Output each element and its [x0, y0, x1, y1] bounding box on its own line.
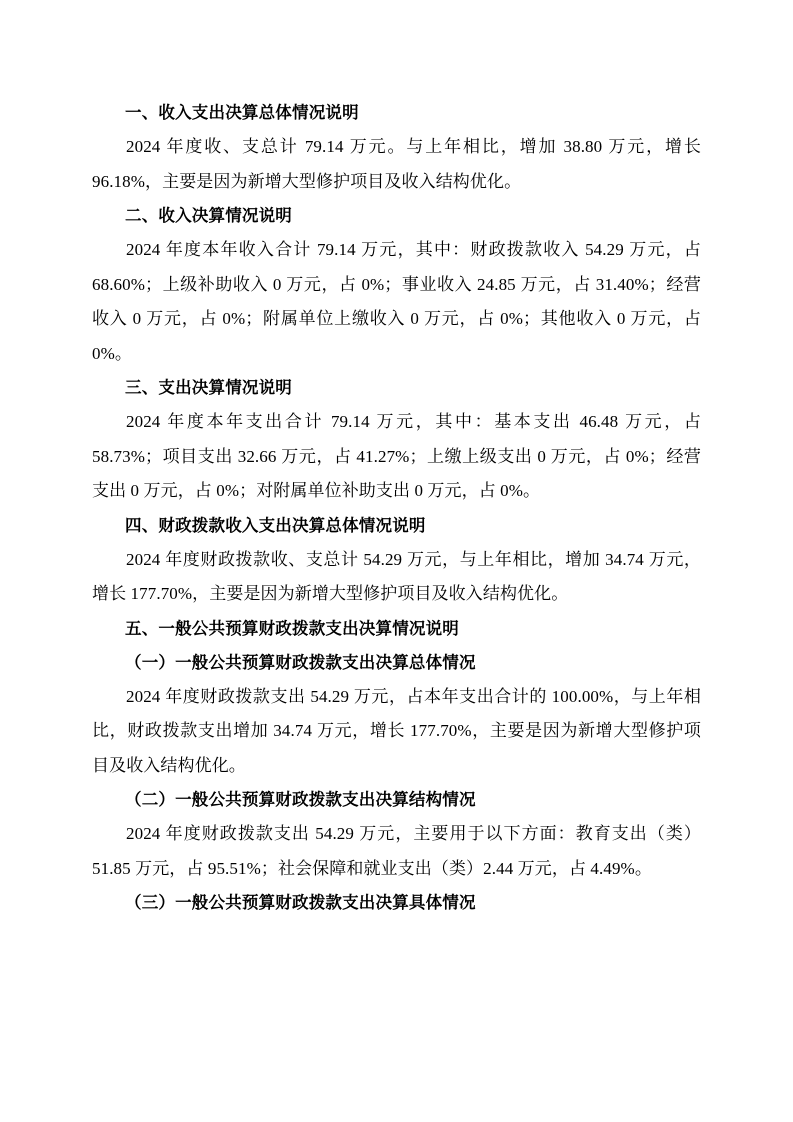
subsection-heading-5-2: （二）一般公共预算财政拨款支出决算结构情况 [125, 790, 476, 809]
subsection-heading-5-3: （三）一般公共预算财政拨款支出决算具体情况 [125, 893, 476, 912]
subsection-para-5-2: 2024 年度财政拨款支出 54.29 万元，主要用于以下方面：教育支出（类）51.85 万元，占 95.51%；社会保障和就业支出（类）2.44 万元，占 4.49%。 [92, 824, 701, 878]
section-heading-3: 三、支出决算情况说明 [125, 378, 292, 397]
document-body [92, 96, 701, 920]
section-heading-5: 五、一般公共预算财政拨款支出决算情况说明 [125, 618, 459, 638]
subsection-heading-5-1: （一）一般公共预算财政拨款支出决算总体情况 [125, 652, 476, 672]
subsection-para-5-1: 2024 年度财政拨款支出 54.29 万元，占本年支出合计的 100.00%，与上年相比，财政拨款支出增加 34.74 万元，增长 177.70%，主要是因为新增大型修护项目及收入结构优化。 [92, 686, 701, 775]
section-para-1: 2024 年度收、支总计 79.14 万元。与上年相比，增加 38.80 万元，增长 96.18%，主要是因为新增大型修护项目及收入结构优化。 [92, 137, 701, 191]
section-heading-1: 一、收入支出决算总体情况说明 [125, 103, 359, 122]
section-para-3: 2024 年度本年支出合计 79.14 万元，其中：基本支出 46.48 万元，占 58.73%；项目支出 32.66 万元，占 41.27%；上缴上级支出 0 万元，占 0%；经营支出 0 万元，占 0%；对附属单位补助支出 0 万元，占 0%。 [92, 412, 701, 500]
section-heading-2: 二、收入决算情况说明 [125, 206, 292, 225]
section-para-2: 2024 年度本年收入合计 79.14 万元，其中：财政拨款收入 54.29 万元，占 68.60%；上级补助收入 0 万元，占 0%；事业收入 24.85 万元，占 31.40%；经营收入 0 万元，占 0%；附属单位上缴收入 0 万元，占 0%；其他收入 0 万元，占 0%。 [92, 240, 701, 363]
section-para-4: 2024 年度财政拨款收、支总计 54.29 万元，与上年相比，增加 34.74 万元，增长 177.70%，主要是因为新增大型修护项目及收入结构优化。 [92, 549, 701, 603]
section-heading-4: 四、财政拨款收入支出决算总体情况说明 [125, 515, 426, 535]
